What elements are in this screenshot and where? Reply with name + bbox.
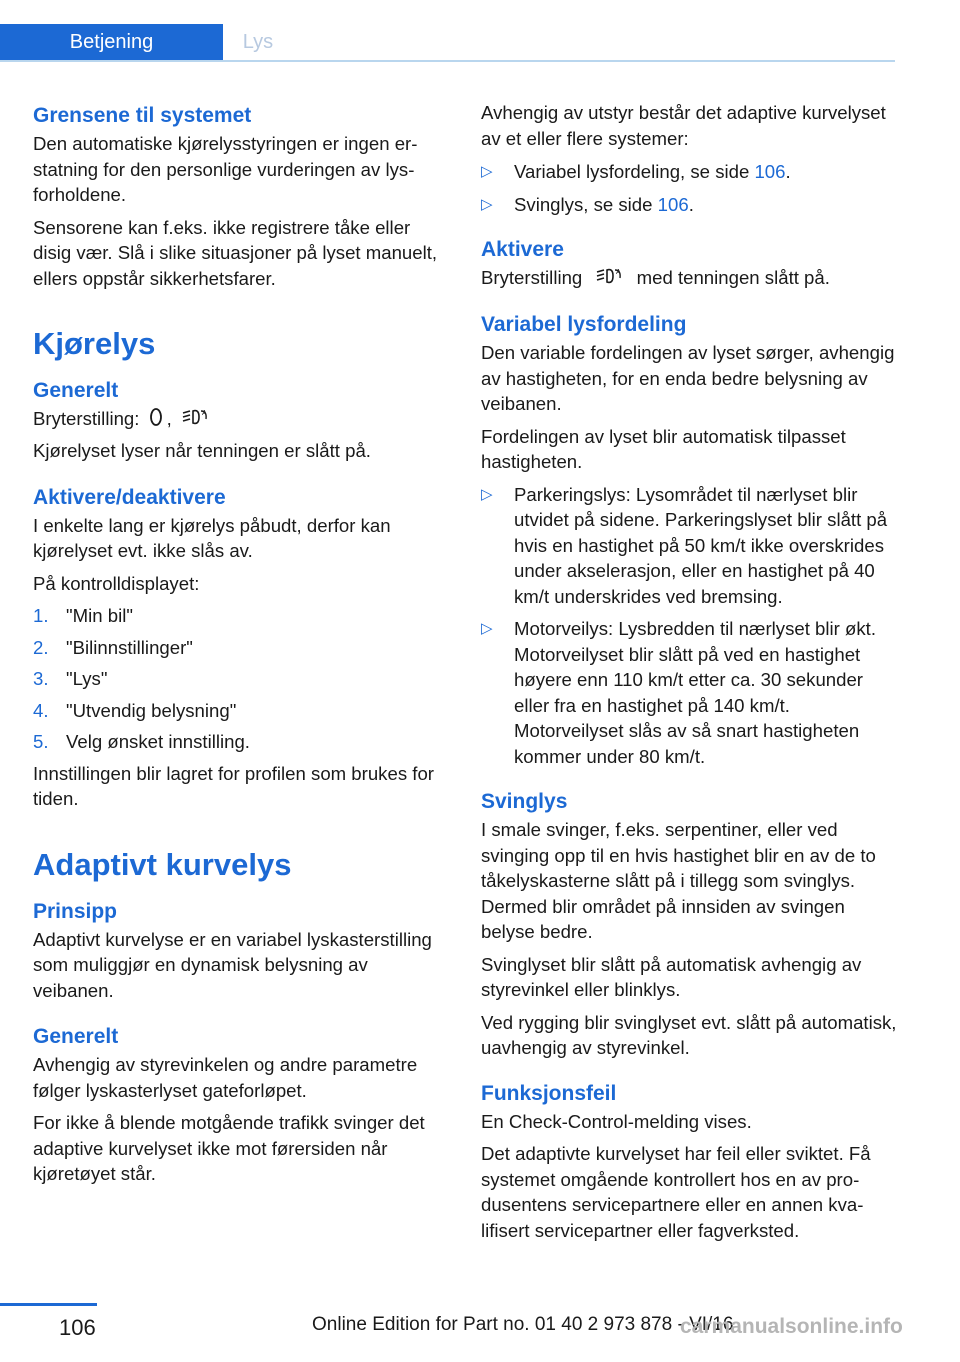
list-item — [481, 482, 899, 610]
switch-position-line — [481, 265, 899, 292]
list-item — [481, 159, 899, 185]
paragraph: Svinglyset blir slått på automatisk avhengig av styrevinkel eller blinklys. — [481, 953, 862, 1001]
heading-kjorelys: Kjørelys — [33, 326, 156, 361]
heading-grensene: Grensene til systemet — [33, 104, 252, 127]
step-number: 3. — [33, 668, 49, 690]
list-item — [33, 729, 451, 755]
step-text: "Lys" — [66, 668, 108, 690]
list-item — [33, 635, 451, 661]
item-text: Motorveilys: Lysbredden til nærlyset blir økt. Motorveilyset blir slått på ved en hastighet høyere enn 110 km/t etter ca. 30 sekunder eller fra en hastighet på 140 km/t. Motorveilyset slås av så snart hastigheten kommer under 80 km/t. — [514, 618, 877, 767]
item-text: Svinglys, se side — [514, 193, 658, 215]
heading-generelt: Generelt — [33, 379, 119, 402]
item-text: Parkeringslys: Lysområdet til nærlyset blir utvidet på sidene. Parkeringslyset blir slått på hvis en hastighet på 50 km/t ikke overskrides under akselerasjon, eller en hastighet på 40 km/t underskrides ved bremsing. — [514, 483, 888, 607]
variable-light-list — [481, 482, 899, 770]
svg-text:A: A — [616, 268, 622, 276]
heading-svinglys: Svinglys — [481, 790, 568, 814]
switch-position-label: Bryterstilling: — [33, 408, 140, 429]
switch-position-line — [33, 406, 451, 433]
tab-betjening[interactable]: Betjening — [0, 24, 223, 60]
list-item — [481, 192, 899, 218]
paragraph: Det adaptivte kurvelyset har feil eller sviktet. Få systemet omgående kontrollert hos en av produsentens servicepartnere eller en annen kvalifisert servicepartner eller fagverksted. — [481, 1143, 871, 1241]
step-number: 1. — [33, 605, 49, 627]
paragraph: I smale svinger, f.eks. serpentiner, eller ved svinging opp til en hvis hastighet blir en av de to tåkelyskasterne slått på i tillegg som svinglys. Dermed blir området på innsiden av svingen belyse bedre. — [481, 819, 876, 943]
step-text: Velg ønsket innstilling. — [66, 731, 250, 753]
left-column — [33, 100, 451, 1187]
bullet-arrow-icon: ▷ — [481, 195, 493, 213]
heading-aktivere: Aktivere — [481, 238, 564, 261]
paragraph: Kjørelyset lyser når tenningen er slått på. — [33, 440, 371, 462]
step-text: "Min bil" — [66, 605, 133, 627]
step-number: 4. — [33, 699, 49, 721]
paragraph: Avhengig av utstyr består det adaptive kurvelyset av et eller flere systemer: — [481, 102, 886, 149]
step-number: 5. — [33, 731, 49, 753]
switch-position-label: Bryterstilling — [481, 267, 583, 288]
right-column — [481, 100, 899, 1243]
heading-generelt: Generelt — [33, 1025, 119, 1049]
edition-text: Online Edition for Part no. 01 40 2 973 878 - VI/16 — [312, 1314, 734, 1335]
paragraph: I enkelte lang er kjørelys påbudt, derfor kan kjørelyset evt. ikke slås av. — [33, 514, 391, 562]
paragraph: Den variable fordelingen av lyset sørger, avhengig av hastigheten, for en enda bedre belysning av veibanen. — [481, 342, 895, 415]
auto-headlight-icon — [595, 266, 623, 293]
list-item — [33, 666, 451, 692]
paragraph: Adaptivt kurvelyse er en variabel lyskasterstilling som muliggjør en dynamisk belysning av veibanen. — [33, 928, 432, 1001]
page-link[interactable]: 106 — [657, 193, 689, 215]
heading-variabel-lysfordeling: Variabel lysfordeling — [481, 313, 687, 337]
paragraph: Innstillingen blir lagret for profilen som brukes for tiden. — [33, 762, 434, 810]
item-text: Variabel lysfordeling, se side — [514, 161, 755, 182]
paragraph: Den automatiske kjørelysstyringen er ingen erstatning for den personlige vurderingen av lysforholdene. — [33, 133, 418, 205]
heading-prinsipp: Prinsipp — [33, 899, 118, 923]
item-text: . — [688, 193, 694, 215]
footer-rule — [0, 1303, 97, 1306]
paragraph: For ikke å blende motgående trafikk svinger det adaptive kurvelyset ikke mot førersiden når kjøretøyet står. — [33, 1112, 425, 1185]
paragraph: Sensorene kan f.eks. ikke registrere tåke eller disig vær. Slå i slike situasjoner på lyset manuelt, ellers oppstår sikkerhetsfarer. — [33, 216, 438, 289]
step-text: "Bilinnstillinger" — [66, 636, 193, 658]
systems-list — [481, 159, 899, 217]
header-tabs — [0, 24, 895, 62]
bullet-arrow-icon: ▷ — [481, 620, 493, 638]
heading-adaptivt-kurvelys: Adaptivt kurvelys — [33, 846, 292, 882]
paragraph: Ved rygging blir svinglyset evt. slått på automatisk, uavhengig av styrevinkel. — [481, 1011, 897, 1059]
bullet-arrow-icon: ▷ — [481, 485, 493, 503]
step-number: 2. — [33, 636, 49, 658]
svg-text:A: A — [201, 409, 207, 417]
heading-funksjonsfeil: Funksjonsfeil — [481, 1081, 617, 1105]
paragraph: Avhengig av styrevinkelen og andre parametre følger lyskasterlyset gateforløpet. — [33, 1054, 418, 1101]
heading-aktivere-deaktivere: Aktivere/deaktivere — [33, 485, 226, 509]
switch-zero-icon — [149, 407, 163, 434]
steps-list — [33, 603, 451, 755]
watermark: carmanualsonline.info — [680, 1315, 903, 1338]
step-text: "Utvendig belysning" — [66, 699, 237, 721]
switch-position-suffix: med tenningen slått på. — [636, 267, 830, 288]
list-item — [33, 603, 451, 629]
page-number: 106 — [59, 1315, 96, 1340]
auto-headlight-icon — [181, 407, 209, 434]
paragraph: En Check-Control-melding vises. — [481, 1110, 752, 1132]
bullet-arrow-icon: ▷ — [481, 163, 493, 180]
page-link[interactable]: 106 — [754, 161, 786, 182]
list-item — [33, 698, 451, 724]
list-item — [481, 616, 899, 769]
separator: , — [166, 408, 172, 429]
tab-lys[interactable]: Lys — [242, 31, 274, 53]
paragraph: Fordelingen av lyset blir automatisk tilpasset hastigheten. — [481, 425, 846, 473]
item-text: . — [785, 161, 791, 182]
paragraph: På kontrolldisplayet: — [33, 572, 200, 594]
